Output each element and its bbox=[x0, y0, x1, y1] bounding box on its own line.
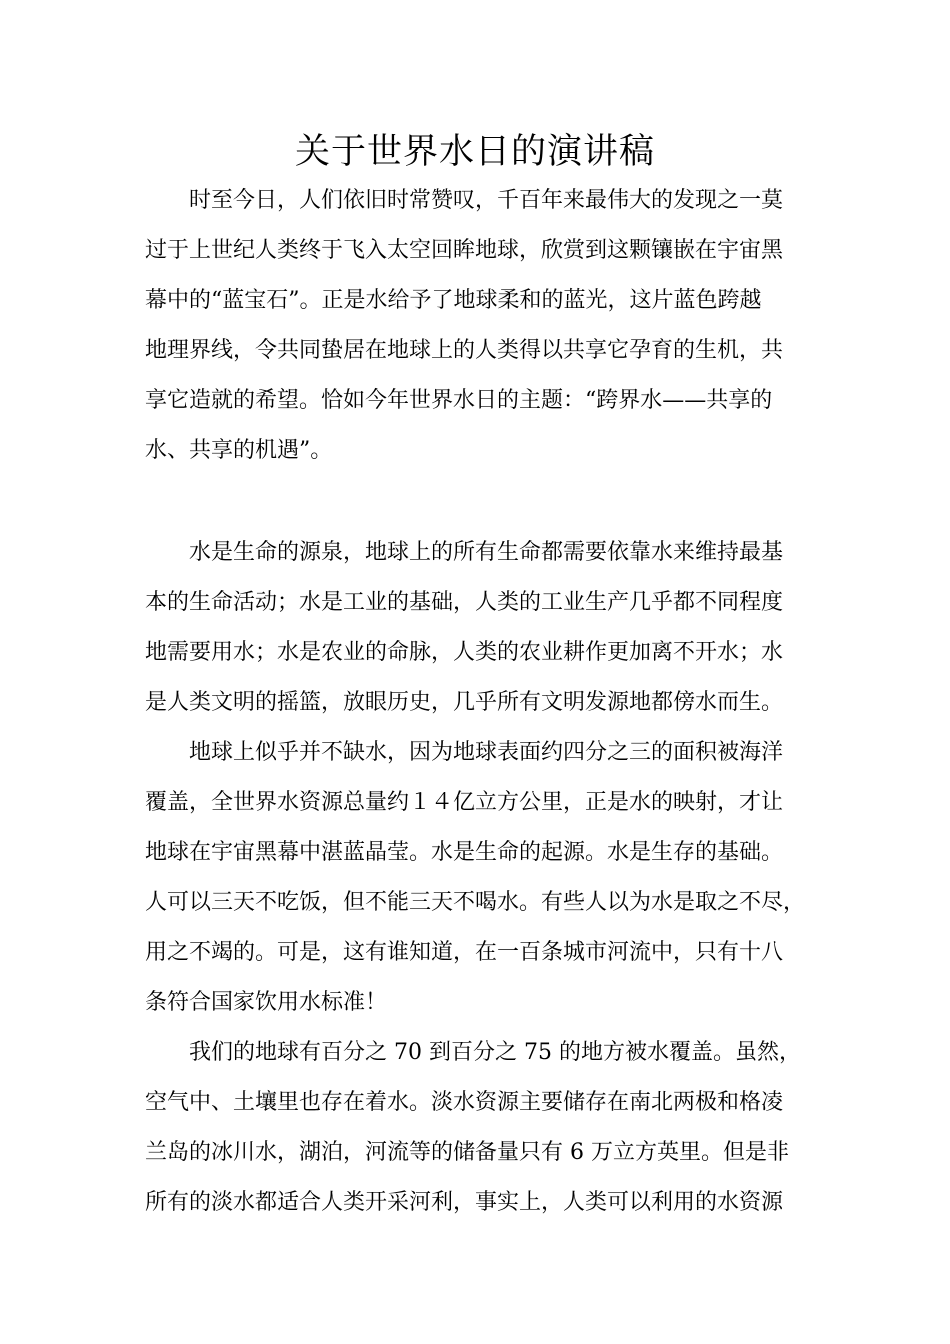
paragraph-4-line-4: 所有的淡水都适合人类开采河利，事实上，人类可以利用的水资源 bbox=[145, 1190, 784, 1215]
document-title: 关于世界水日的演讲稿 bbox=[294, 132, 655, 172]
paragraph-2-line-2: 本的生命活动；水是工业的基础，人类的工业生产几乎都不同程度 bbox=[145, 590, 784, 615]
paragraph-1-line-5: 享它造就的希望。恰如今年世界水日的主题：“跨界水——共享的 bbox=[145, 388, 773, 413]
paragraph-2-line-3: 地需要用水；水是农业的命脉，人类的农业耕作更加离不开水；水 bbox=[145, 640, 784, 665]
paragraph-1-line-1: 时至今日，人们依旧时常赞叹，千百年来最伟大的发现之一莫 bbox=[189, 188, 784, 213]
paragraph-3-line-2: 覆盖，全世界水资源总量约１４亿立方公里，正是水的映射，才让 bbox=[145, 790, 784, 815]
paragraph-4-line-2: 空气中、土壤里也存在着水。淡水资源主要储存在南北两极和格凌 bbox=[145, 1090, 784, 1115]
paragraph-3-line-3: 地球在宇宙黑幕中湛蓝晶莹。水是生命的起源。水是生存的基础。 bbox=[145, 840, 784, 865]
paragraph-4-line-1: 我们的地球有百分之 70 到百分之 75 的地方被水覆盖。虽然， bbox=[189, 1040, 801, 1065]
paragraph-2-line-1: 水是生命的源泉，地球上的所有生命都需要依靠水来维持最基 bbox=[189, 540, 784, 565]
paragraph-3-line-4: 人可以三天不吃饭，但不能三天不喝水。有些人以为水是取之不尽， bbox=[145, 890, 806, 915]
paragraph-2-line-4: 是人类文明的摇篮，放眼历史，几乎所有文明发源地都傍水而生。 bbox=[145, 690, 784, 715]
paragraph-1-line-2: 过于上世纪人类终于飞入太空回眸地球，欣赏到这颗镶嵌在宇宙黑 bbox=[145, 238, 784, 263]
paragraph-1-line-6: 水、共享的机遇”。 bbox=[145, 438, 333, 463]
paragraph-1-line-4: 地理界线，令共同蛰居在地球上的人类得以共享它孕育的生机，共 bbox=[145, 338, 784, 363]
paragraph-3-line-5: 用之不竭的。可是，这有谁知道，在一百条城市河流中，只有十八 bbox=[145, 940, 784, 965]
paragraph-4-line-3: 兰岛的冰川水，湖泊，河流等的储备量只有 6 万立方英里。但是非 bbox=[145, 1140, 789, 1165]
paragraph-3-line-1: 地球上似乎并不缺水，因为地球表面约四分之三的面积被海洋 bbox=[189, 740, 784, 765]
paragraph-1-line-3: 幕中的“蓝宝石”。正是水给予了地球柔和的蓝光，这片蓝色跨越 bbox=[145, 288, 762, 313]
paragraph-3-line-6: 条符合国家饮用水标准！ bbox=[145, 990, 388, 1015]
